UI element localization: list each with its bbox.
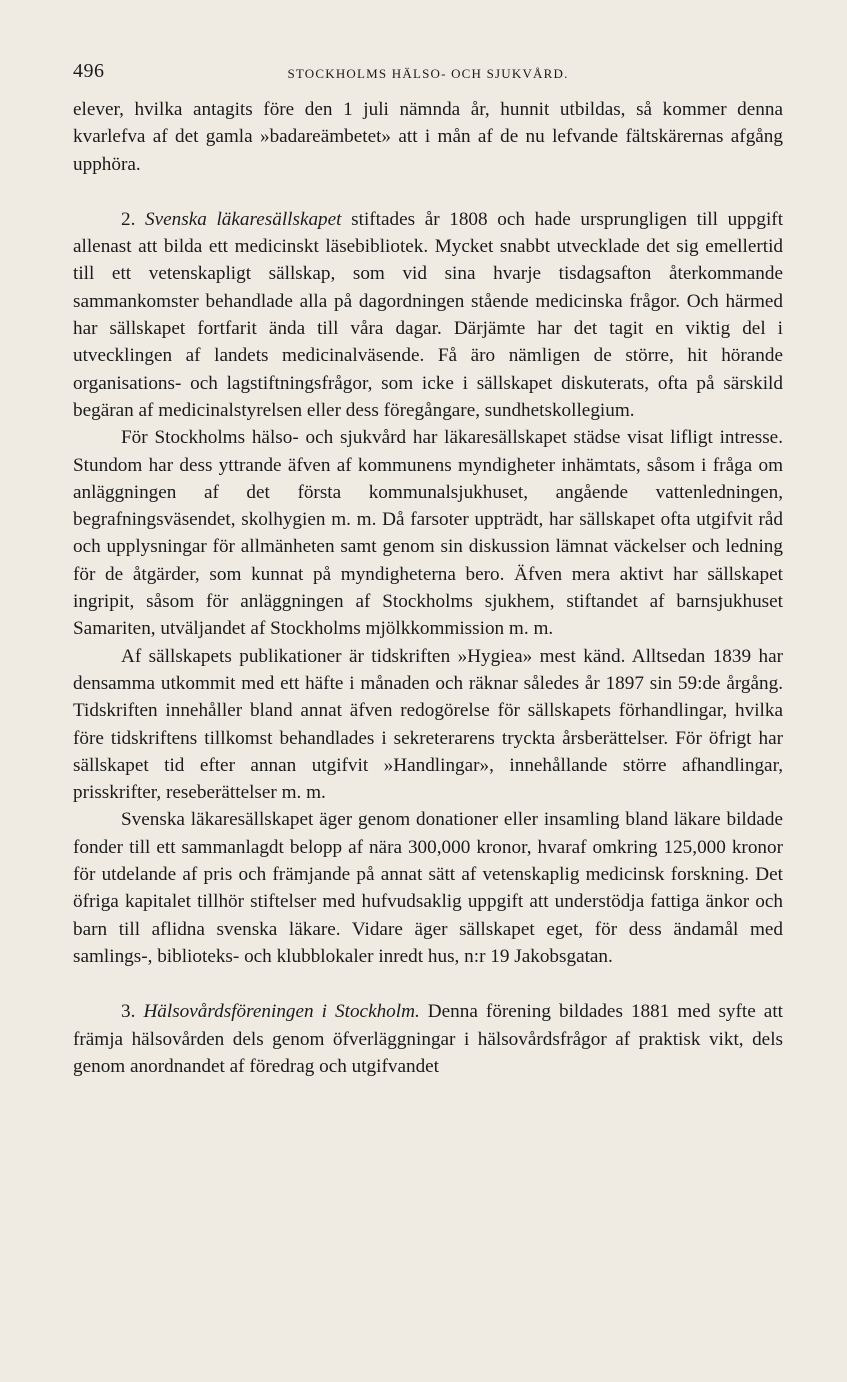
- page-number: 496: [73, 60, 105, 82]
- paragraph: För Stockholms hälso- och sjukvård har läkaresällskapet städse visat lifligt intresse. Stundom har dess yttrande äfven af kommunens myndigheter inhämtats, såsom i fråga om anläggningen af det första kommunalsjukhuset, angående vattenledningen, begrafningsväsendet, skolhygien m. m. Då farsoter uppträdt, har sällskapet ofta utgifvit råd och upplysningar för allmänheten samt genom sin diskussion lämnat väckelser och ledning för de åtgärder, som kunnat på myndigheterna bero. Äfven mera aktivt har sällskapet ingripit, såsom för anläggningen af Stockholms sjukhem, stiftandet af barnsjukhuset Samariten, utväljandet af Stockholms mjölkkommission m. m.: [73, 427, 783, 640]
- running-title: STOCKHOLMS HÄLSO- OCH SJUKVÅRD.: [287, 66, 569, 81]
- section-number: 3.: [121, 1001, 136, 1023]
- paragraph-body: stiftades år 1808 och hade ursprungligen till uppgift allenast att bilda ett medicinskt läsebibliotek. Mycket snabbt utvecklade det sig emellertid till ett vetenskapligt sällskap, som vid sina hvarje tisdagsafton återkommande sammankomster behandlade alla på dagordningen stående medicinska frågor. Och härmed har sällskapet fortfarit ända till våra dagar. Därjämte har det tagit en viktig del i utvecklingen af landets medicinalväsende. Få äro nämligen de större, hit hörande organisations- och lagstiftningsfrågor, som icke i sällskapet diskuterats, ofta på särskild begäran af medicinalstyrelsen eller dess föregångare, sundhetskollegium.: [73, 208, 784, 421]
- paragraph-lakaresallskapet: [73, 206, 783, 424]
- section-title: Svenska läkaresällskapet: [145, 208, 342, 230]
- section-title: Hälsovårdsföreningen i Stockholm.: [143, 1001, 420, 1023]
- paragraph: Svenska läkaresällskapet äger genom donationer eller insamling bland läkare bildade fonder till ett sammanlagdt belopp af nära 300,000 kronor, hvaraf omkring 125,000 kronor för utdelande af pris och främjande på annat sätt af vetenskaplig medicinsk forskning. Det öfriga kapitalet tillhör stiftelser med hufvudsaklig uppgift att understödja fattiga änkor och barn till aflidna svenska läkare. Vidare äger sällskapet eget, för dess ändamål med samlings-, biblioteks- och klubblokaler inredt hus, n:r 19 Jakobsgatan.: [73, 809, 783, 967]
- body-text: [73, 96, 783, 1080]
- section-number: 2.: [121, 208, 136, 230]
- paragraph-halsovardsforeningen: [73, 998, 783, 1080]
- section-gap: [73, 178, 783, 206]
- paragraph: Af sällskapets publikationer är tidskriften »Hygiea» mest känd. Alltsedan 1839 har densamma utkommit med ett häfte i månaden och räknar således år 1897 sin 59:de årgång. Tidskriften innehåller bland annat äfven redogörelse för sällskapets förhandlingar, hvilka före tidskriftens tillkomst behandlades i sekreterarens tryckta årsberättelser. För öfrigt har sällskapet tid efter annan utgifvit »Handlingar», innehållande större afhandlingar, prisskrifter, reseberättelser m. m.: [73, 645, 783, 804]
- paragraph-continuation: elever, hvilka antagits före den 1 juli nämnda år, hunnit utbildas, så kommer denna kvarlefva af det gamla »badareämbetet» att i mån af de nu lefvande fältskärernas afgång upphöra.: [73, 99, 783, 175]
- section-gap: [73, 970, 783, 998]
- paragraph-body: Denna förening bildades 1881 med syfte att främja hälsovården dels genom öfverläggningar i hälsovårdsfrågor af praktisk vikt, dels genom anordnandet af föredrag och utgifvandet: [73, 1001, 783, 1077]
- page-header: [73, 58, 783, 88]
